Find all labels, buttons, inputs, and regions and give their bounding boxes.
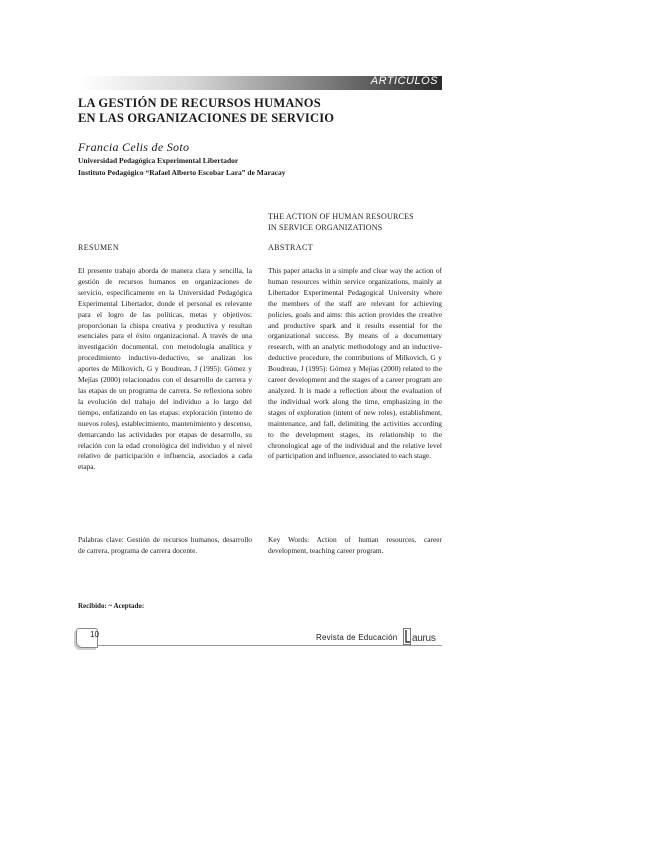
resumen-text: El presente trabajo aborda de manera clara y sencilla, la gestión de recursos humanos en organizaciones de servicio, específicamente en la Universidad Pedagógica Experimental Libertador, donde el personal es relevante para el logro de las políticas, metas y objetivos: proporcionan la chispa creativa y productiva y resultan esenciales para el éxito organizacional. A través de una investigación documental, con metodología analítica y procedimiento inductivo-deductivo, se analizan los aportes de Milkovich, G y Boudreau, J (1995): Gómez y Mejías (2000) relacionados con el desarrollo de carrera y las etapas de un programa de carrera. Se reflexiona sobre la evolución del trabajo del individuo a lo largo del tiempo, enfatizando en las etapas: exploración (intento de nuevos roles), establecimiento, mantenimiento y descenso, demarcando las actividades por etapas de desarrollo, su relación con la edad cronológica del individuo y el nivel relativo de participación e influencia, asociados a cada etapa. bbox=[78, 266, 252, 472]
svg-text:aurus: aurus bbox=[412, 633, 436, 644]
article-title-line: EN LAS ORGANIZACIONES DE SERVICIO bbox=[78, 111, 335, 125]
page-number: 10 bbox=[90, 630, 99, 639]
page-number-tab bbox=[76, 628, 98, 648]
journal-name: Revista de Educación bbox=[316, 633, 398, 642]
author-affiliation: Instituto Pedagógico “Rafael Alberto Escobar Lara” de Maracay bbox=[78, 168, 286, 177]
english-title-line: IN SERVICE ORGANIZATIONS bbox=[268, 223, 383, 232]
english-title bbox=[268, 211, 444, 233]
laurus-logo bbox=[403, 626, 443, 646]
footer-rule bbox=[90, 645, 442, 646]
abstract-keywords: Key Words: Action of human resources, career development, teaching career program. bbox=[268, 535, 442, 555]
resumen-keywords: Palabras clave: Gestión de recursos humanos, desarrollo de carrera, programa de carrera docente. bbox=[78, 535, 252, 555]
abstract-text: This paper attacks in a simple and clear way the action of human resources within service organizations, mainly at Libertador Experimental Pedagogical University where the members of the staff are relevant for achieving policies, goals and aims: this action provides the creative and productive spark and it results essential for the organizational success. By means of a documentary research, with an analytic methodology and an inductive-deductive procedure, the contributions of Milkovich, G y Boudreau, J (1995): Gómez y Mejías (2000) related to the career development and the stages of a career program are analyzed. It is made a reflection about the evaluation of the individual work along the time, emphasizing in the stages of exploration (intent of new roles), establishment, maintenance, and fall, delimiting the activities according to the development stages, its relationship to the chronological age of the individual and the relative level of participation and influence, associated to each stage. bbox=[268, 266, 442, 461]
resumen-heading: RESUMEN bbox=[78, 243, 120, 252]
article-title bbox=[78, 96, 408, 126]
section-label: ARTÍCULOS bbox=[370, 75, 438, 87]
received-accepted-dates: Recibido: ~ Aceptado: bbox=[78, 602, 145, 610]
english-title-line: THE ACTION OF HUMAN RESOURCES bbox=[268, 212, 414, 221]
author-affiliation: Universidad Pedagógica Experimental Libertador bbox=[78, 156, 239, 165]
abstract-heading: ABSTRACT bbox=[268, 243, 313, 252]
article-title-line: LA GESTIÓN DE RECURSOS HUMANOS bbox=[78, 96, 321, 110]
author-name: Francia Celis de Soto bbox=[78, 140, 190, 154]
section-header-bar bbox=[78, 76, 442, 90]
